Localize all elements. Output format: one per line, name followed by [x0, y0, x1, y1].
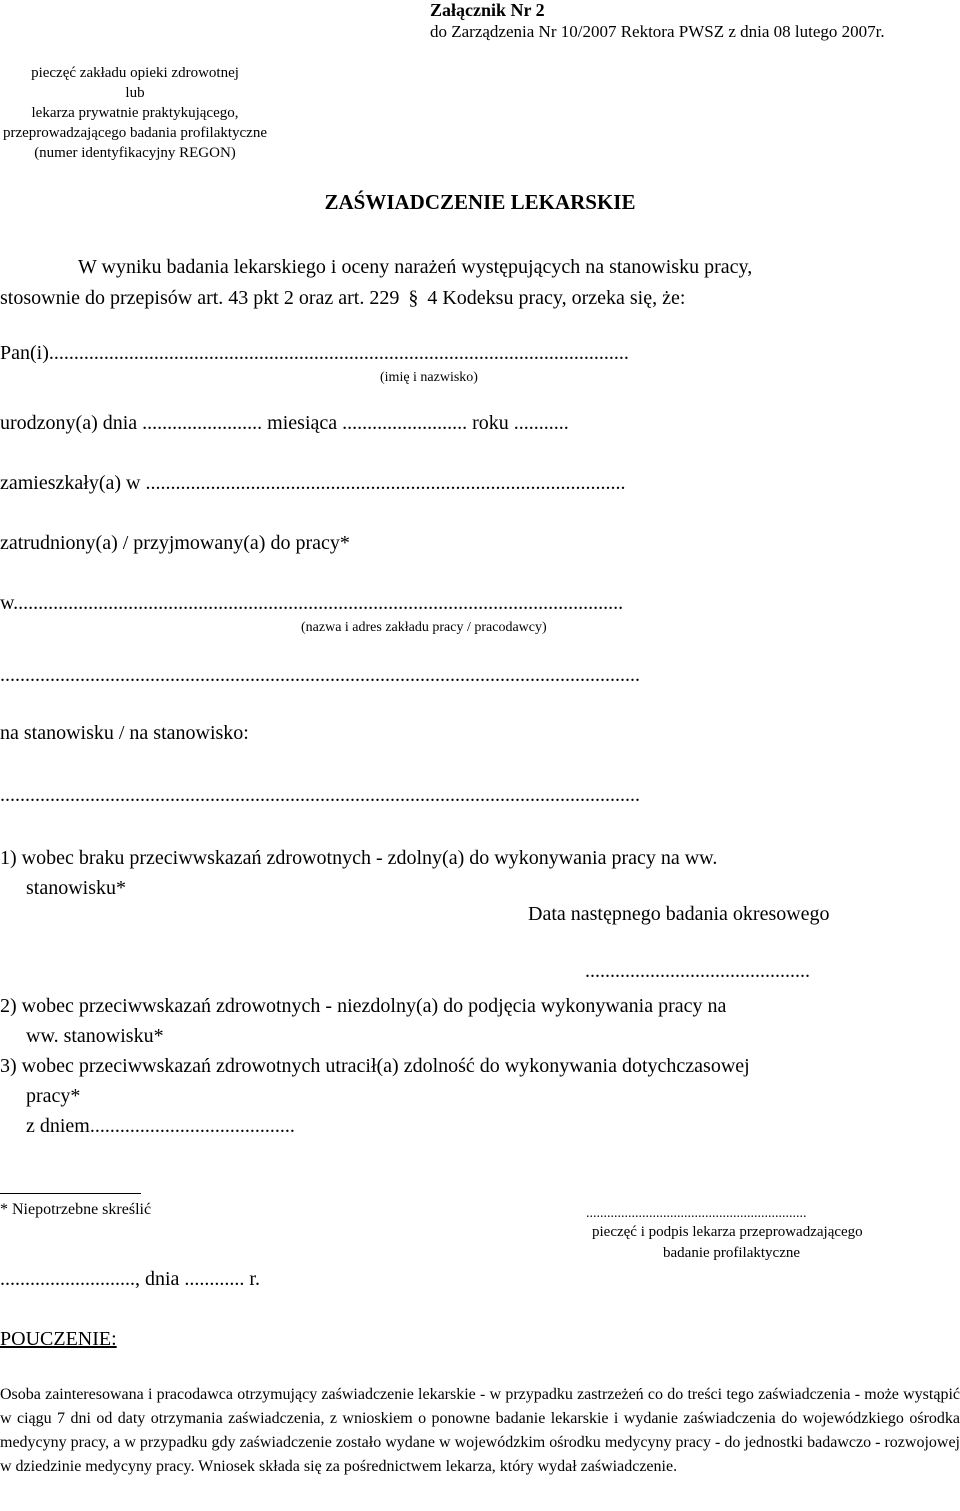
place-date-field: ..........................., dnia ............ r.: [0, 1268, 260, 1290]
residence-field: zamieszkały(a) w ................................................................................................: [0, 472, 626, 494]
stamp-area: [0, 63, 270, 163]
instruction-text: Osoba zainteresowana i pracodawca otrzymujący zaświadczenie lekarskie - w przypadku zastrzeżeń co do treści tego zaświadczenia - może wystąpić w ciągu 7 dni od daty otrzymania zaświadczenia, z wnioskiem o ponowne badanie lekarskie i wydanie zaświadczenia do wojewódzkiego ośrodka medycyny pracy, a w przypadku gdy zaświadczenie zostało wydane w wojewódzkim ośrodku medycyny pracy - do jednostki badawczo - rozwojowej w dziedzinie medycyny pracy. Wniosek składa się za pośrednictwem lekarza, który wydał zaświadczenie.: [0, 1386, 960, 1475]
stamp-line: lub: [125, 85, 145, 101]
intro-text: stosownie do przepisów art. 43 pkt 2 oraz art. 229: [0, 287, 400, 309]
name-field: Pan(i)....................................................................................................................: [0, 342, 629, 364]
annex-title: Załącznik Nr 2: [430, 0, 545, 20]
birth-field: urodzony(a) dnia ........................ miesiąca ......................... roku ...........: [0, 412, 569, 434]
verdict-text: 1) wobec braku przeciwwskazań zdrowotnych - zdolny(a) do wykonywania pracy na ww.: [0, 847, 718, 869]
workplace-continuation: ................................................................................................................................: [0, 664, 640, 686]
stamp-line: lekarza prywatnie praktykującego,: [31, 105, 239, 121]
name-caption: (imię i nazwisko): [380, 370, 478, 385]
workplace-field: w..........................................................................................................................: [0, 592, 624, 614]
signature-caption: pieczęć i podpis lekarza przeprowadzającego: [592, 1224, 863, 1240]
document-title: ZAŚWIADCZENIE LEKARSKIE: [324, 190, 636, 214]
annex-reference: do Zarządzenia Nr 10/2007 Rektora PWSZ z dnia 08 lutego 2007r.: [430, 22, 885, 41]
verdict-item-3: [0, 1051, 750, 1141]
verdict-text: ww. stanowisku*: [26, 1025, 164, 1047]
termination-date-field: z dniem.........................................: [26, 1115, 295, 1137]
position-field: ................................................................................................................................: [0, 784, 640, 806]
verdict-text: pracy*: [26, 1085, 81, 1107]
workplace-caption: (nazwa i adres zakładu pracy / pracodawcy): [301, 620, 547, 635]
stamp-line: pieczęć zakładu opieki zdrowotnej: [31, 65, 239, 81]
section-symbol: §: [408, 287, 419, 309]
stamp-line: przeprowadzającego badania profilaktyczne: [2, 125, 268, 141]
signature-field: ...............................................................: [586, 1206, 807, 1221]
footnote: * Niepotrzebne skreślić: [0, 1201, 152, 1218]
annex-header: [430, 0, 885, 42]
signature-caption: badanie profilaktyczne: [663, 1245, 801, 1261]
employment-label: zatrudniony(a) / przyjmowany(a) do pracy*: [0, 532, 350, 554]
intro-text: 4 Kodeksu pracy, orzeka się, że:: [427, 287, 686, 309]
footnote-divider: [0, 1193, 141, 1194]
intro-paragraph: [0, 252, 960, 314]
next-exam-label: Data następnego badania okresowego: [528, 903, 830, 925]
intro-line: W wyniku badania lekarskiego i oceny narażeń występujących na stanowisku pracy,: [78, 256, 753, 278]
position-label: na stanowisku / na stanowisko:: [0, 722, 249, 744]
verdict-text: 3) wobec przeciwwskazań zdrowotnych utracił(a) zdolność do wykonywania dotychczasowej: [0, 1055, 750, 1077]
verdict-text: 2) wobec przeciwwskazań zdrowotnych - niezdolny(a) do podjęcia wykonywania pracy na: [0, 995, 727, 1017]
stamp-line: (numer identyfikacyjny REGON): [34, 145, 236, 161]
intro-line: [0, 283, 960, 314]
verdict-item-2: [0, 991, 726, 1051]
verdict-text: stanowisku*: [26, 877, 126, 899]
next-exam-field: .............................................: [585, 960, 810, 982]
verdict-item-1: [0, 843, 717, 903]
instruction-heading: POUCZENIE:: [0, 1328, 117, 1350]
